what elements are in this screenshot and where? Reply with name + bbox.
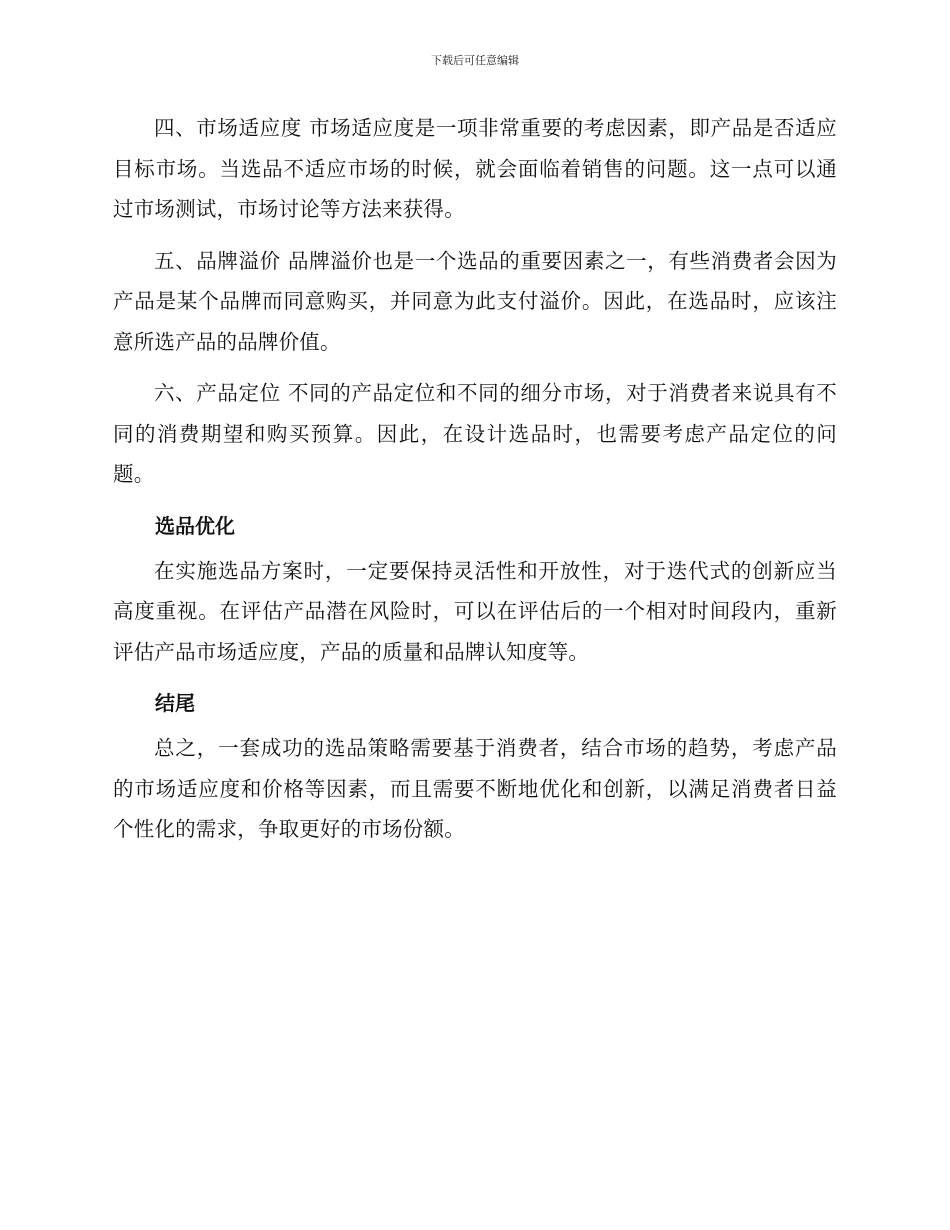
paragraph-brand-premium: 五、品牌溢价 品牌溢价也是一个选品的重要因素之一，有些消费者会因为产品是某个品牌而同意购买，并同意为此支付溢价。因此，在选品时，应该注意所选产品的品牌价值。 [113, 248, 837, 354]
paragraph-product-positioning: 六、产品定位 不同的产品定位和不同的细分市场，对于消费者来说具有不同的消费期望和购买预算。因此，在设计选品时，也需要考虑产品定位的问题。 [113, 381, 837, 486]
section-heading-optimization: 选品优化 [155, 513, 235, 538]
paragraph-market-fit: 四、市场适应度 市场适应度是一项非常重要的考虑因素，即产品是否适应目标市场。当选品不适应市场的时候，就会面临着销售的问题。这一点可以通过市场测试，市场讨论等方法来获得。 [113, 116, 837, 221]
document-body [113, 108, 837, 861]
section-heading-ending: 结尾 [155, 691, 195, 715]
paragraph-optimization: 在实施选品方案时，一定要保持灵活性和开放性，对于迭代式的创新应当高度重视。在评估产品潜在风险时，可以在评估后的一个相对时间段内，重新评估产品市场适应度，产品的质量和品牌认知度等。 [113, 558, 837, 664]
page-header: 下载后可任意编辑 [431, 54, 519, 67]
paragraph-ending: 总之，一套成功的选品策略需要基于消费者，结合市场的趋势，考虑产品的市场适应度和价格等因素，而且需要不断地优化和创新，以满足消费者日益个性化的需求，争取更好的市场份额。 [113, 736, 837, 841]
